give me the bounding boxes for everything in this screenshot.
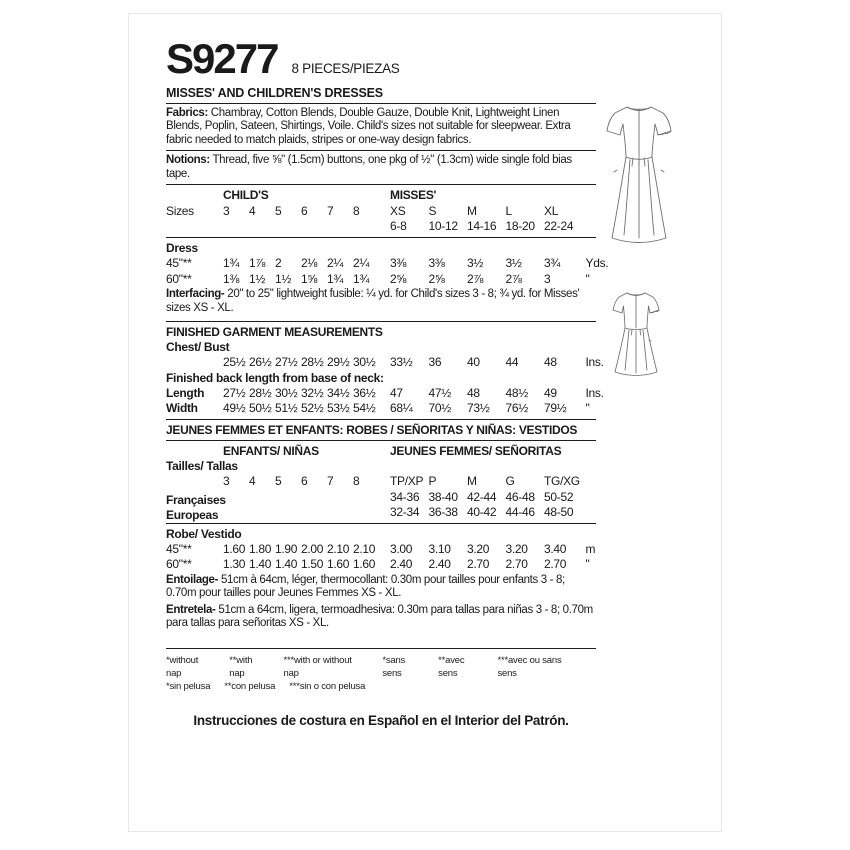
metrage-cell: 2.40	[428, 557, 451, 572]
yardage-row-45	[166, 256, 609, 272]
size-range-cell	[327, 219, 353, 233]
metrage-cell: 1.60	[223, 541, 246, 556]
measurement-cell: 50½	[249, 401, 272, 416]
size-range-cell: 36-38	[428, 505, 458, 520]
dress-section-label: Dress	[166, 240, 198, 255]
yardage-cell: 2⅝	[428, 271, 445, 286]
yardage-table-french	[166, 444, 596, 634]
size-range-cell	[301, 219, 327, 233]
footnote-es-2: **con pelusa	[224, 680, 276, 692]
measurement-cell: 36	[428, 355, 442, 370]
yardage-cell: 2⅝	[390, 271, 407, 286]
divider	[166, 523, 596, 524]
footnote-es-3: ***sin o con pelusa	[289, 680, 366, 692]
entoilage-paragraph	[166, 574, 596, 604]
yardage-cell: 2⅛	[301, 256, 318, 271]
metrage-cell: 2.70	[544, 557, 567, 572]
divider	[166, 648, 596, 649]
size-cell: 5	[275, 474, 282, 489]
size-cell: G	[505, 474, 515, 489]
size-cell: 3	[223, 474, 230, 489]
yardage-cell: 1¾	[353, 271, 370, 286]
tailles-label: Tailles/ Tallas	[166, 459, 238, 474]
size-cell: TG/XG	[544, 474, 580, 489]
footnotes	[166, 654, 596, 693]
size-cell: 8	[353, 203, 360, 218]
metrage-cell: 2.70	[505, 557, 528, 572]
yardage-cell: 3⅜	[390, 256, 407, 271]
metrage-row-45	[166, 542, 596, 558]
footnote-en-2: **with nap	[229, 654, 253, 679]
measurement-cell: 27½	[275, 355, 298, 370]
sizes-row	[166, 204, 596, 220]
footnote-fr-1: *sans sens	[382, 654, 406, 679]
fabric-width-label: 60"**	[166, 271, 192, 286]
francaises-row	[166, 490, 596, 506]
fabric-width-label: 45"**	[166, 541, 192, 556]
size-range-cell	[353, 219, 379, 233]
size-range-cell	[353, 490, 379, 504]
unit-label: Yds.	[585, 256, 609, 271]
width-row	[166, 401, 596, 417]
yardage-cell: 3¾	[544, 256, 561, 271]
size-range-cell	[249, 219, 275, 233]
back-length-label: Finished back length from base of neck:	[166, 370, 384, 385]
fabrics-label: Fabrics:	[166, 106, 208, 119]
yardage-cell: 1⅝	[301, 271, 318, 286]
yardage-cell: 1½	[275, 271, 292, 286]
size-range-cell	[301, 490, 327, 504]
yardage-cell: 3½	[505, 256, 522, 271]
size-group-header	[166, 188, 596, 204]
size-cell: 8	[353, 474, 360, 489]
spanish-instructions-note: Instrucciones de costura en Español en el Interior del Patrón.	[193, 712, 569, 728]
misses-group-label: MISSES'	[390, 188, 437, 203]
childs-group-label: CHILD'S	[223, 188, 269, 203]
pattern-envelope-back	[128, 13, 722, 832]
size-range-cell: 46-48	[505, 489, 535, 504]
measurement-cell: 44	[505, 355, 519, 370]
yardage-cell: 2⅞	[467, 271, 484, 286]
size-cell: TP/XP	[390, 474, 424, 489]
interfacing-text: 20" to 25" lightweight fusible: ¼ yd. for Child's sizes 3 - 8; ¾ yd. for Misses' sizes XS - XL.	[166, 288, 580, 314]
measurement-cell: 32½	[301, 385, 324, 400]
footnote-es-1: *sin pelusa	[166, 680, 211, 692]
size-range-cell	[327, 505, 353, 519]
metrage-cell: 3.10	[428, 541, 451, 556]
divider	[166, 440, 596, 441]
yardage-cell: 3½	[467, 256, 484, 271]
yardage-cell: 2⅞	[505, 271, 522, 286]
size-range-cell	[275, 505, 301, 519]
measurement-cell: 79½	[544, 401, 567, 416]
size-cell: M	[467, 474, 477, 489]
chest-bust-label: Chest/ Bust	[166, 340, 230, 355]
envelope-content	[166, 35, 609, 728]
measurement-cell: 76½	[505, 401, 528, 416]
entretela-label: Entretela-	[166, 603, 216, 616]
yardage-cell: 1⅞	[249, 256, 266, 271]
metrage-cell: 2.40	[390, 557, 413, 572]
metrage-cell: 2.10	[327, 541, 350, 556]
fabric-width-label: 60"**	[166, 557, 192, 572]
measurement-cell: 70½	[428, 401, 451, 416]
garment-illustrations	[597, 100, 717, 380]
unit-label: "	[585, 271, 590, 286]
size-range-cell	[275, 490, 301, 504]
measurement-cell: 29½	[327, 355, 350, 370]
size-ranges-row	[166, 219, 596, 235]
size-range-cell: 42-44	[467, 489, 497, 504]
size-range-cell: 34-36	[390, 489, 420, 504]
size-cell: P	[428, 474, 437, 489]
metrage-cell: 2.10	[353, 541, 376, 556]
robe-section-label: Robe/ Vestido	[166, 526, 242, 541]
size-cell: S	[428, 203, 437, 218]
metrage-cell: 1.60	[353, 557, 376, 572]
interfacing-label: Interfacing-	[166, 288, 225, 301]
size-cell: 6	[301, 474, 308, 489]
entoilage-text: 51cm à 64cm, léger, thermocollant: 0.30m pour tailles pour enfants 3 - 8; 0.70m pour tailles pour Jeunes Femmes XS - XL.	[166, 573, 565, 600]
measurement-cell: 48	[544, 355, 557, 370]
yardage-table-english	[166, 188, 609, 318]
unit-label: Ins.	[585, 385, 604, 400]
notions-paragraph	[166, 154, 596, 185]
metrage-cell: 3.20	[505, 541, 528, 556]
measurement-cell: 68¼	[390, 401, 413, 416]
size-cell: 4	[249, 203, 256, 218]
french-section-heading: JEUNES FEMMES ET ENFANTS: ROBES / SEÑORITAS Y NIÑAS: VESTIDOS	[166, 422, 578, 437]
child-dress-back-illustration	[605, 288, 667, 380]
measurement-cell: 36½	[353, 385, 376, 400]
unit-label: "	[585, 401, 590, 416]
fabrics-text: Chambray, Cotton Blends, Double Gauze, Double Knit, Lightweight Linen Blends, Poplin, Sateen, Shirtings, Voile. Child's sizes not suitable for sleepwear. Extra fabric needed to match plaids, stripes or one-way design fabrics.	[166, 106, 571, 146]
size-range-cell	[275, 219, 301, 233]
size-range-cell	[223, 505, 249, 519]
metrage-cell: 1.40	[249, 557, 272, 572]
entretela-text: 51cm a 64cm, ligera, termoadhesiva: 0.30m para tallas para niñas 3 - 8; 0.70m para tallas para señoritas XS - XL.	[166, 603, 593, 630]
size-cell: 4	[249, 474, 256, 489]
measurement-cell: 47	[390, 385, 403, 400]
pattern-number: S9277	[166, 35, 278, 82]
size-cell: M	[467, 203, 477, 218]
yardage-row-60	[166, 272, 596, 288]
metrage-cell: 3.40	[544, 541, 567, 556]
divider	[166, 237, 596, 238]
metrage-cell: 1.40	[275, 557, 298, 572]
yardage-cell: 2¼	[353, 256, 370, 271]
header	[166, 35, 596, 82]
size-cell: 7	[327, 474, 334, 489]
size-range-cell	[353, 505, 379, 519]
measurement-cell: 53½	[327, 401, 350, 416]
metrage-cell: 1.80	[249, 541, 272, 556]
footnote-line-2	[166, 680, 596, 693]
metrage-cell: 1.50	[301, 557, 324, 572]
yardage-cell: 1⅜	[223, 271, 240, 286]
fabrics-paragraph	[166, 107, 596, 152]
measurement-cell: 34½	[327, 385, 350, 400]
size-range-cell: 22-24	[544, 219, 574, 234]
metrage-cell: 3.00	[390, 541, 413, 556]
size-range-cell: 44-46	[505, 505, 535, 520]
width-label: Width	[166, 401, 198, 416]
measurement-cell: 49	[544, 385, 557, 400]
size-group-header-fr	[166, 444, 596, 460]
size-range-cell	[301, 505, 327, 519]
size-range-cell	[223, 490, 249, 504]
jeunes-femmes-group-label: JEUNES FEMMES/ SEÑORITAS	[390, 443, 562, 458]
size-range-cell: 40-42	[467, 505, 497, 520]
metrage-cell: 1.30	[223, 557, 246, 572]
footnote-en-3: ***with or without nap	[283, 654, 352, 679]
size-range-cell	[249, 490, 275, 504]
metrage-cell: 1.60	[327, 557, 350, 572]
measurement-cell: 52½	[301, 401, 324, 416]
length-label: Length	[166, 385, 205, 400]
yardage-cell: 1¾	[223, 256, 240, 271]
metrage-cell: 3.20	[467, 541, 490, 556]
finished-measurements-section	[166, 325, 604, 417]
yardage-cell: 1½	[249, 271, 266, 286]
size-range-cell	[223, 219, 249, 233]
yardage-cell: 1¾	[327, 271, 344, 286]
size-range-cell: 48-50	[544, 505, 574, 520]
measurement-cell: 28½	[249, 385, 272, 400]
footnote-line-1	[166, 654, 596, 680]
measurement-cell: 48	[467, 385, 480, 400]
size-range-cell: 6-8	[390, 219, 407, 234]
length-row	[166, 385, 604, 402]
unit-label: "	[585, 557, 590, 572]
yardage-cell: 2¼	[327, 256, 344, 271]
yardage-cell: 3	[544, 271, 551, 286]
size-range-cell: 38-40	[428, 489, 458, 504]
size-range-cell: 14-16	[467, 219, 497, 234]
francaises-label: Françaises	[166, 492, 226, 507]
measurement-cell: 54½	[353, 401, 376, 416]
measurement-cell: 73½	[467, 401, 490, 416]
interfacing-paragraph	[166, 288, 596, 318]
enfants-group-label: ENFANTS/ NIÑAS	[223, 443, 319, 458]
europeas-label: Europeas	[166, 508, 219, 523]
measurement-cell: 47½	[428, 385, 451, 400]
measurement-cell: 26½	[249, 355, 272, 370]
size-range-cell: 50-52	[544, 489, 574, 504]
measurement-cell: 48½	[505, 385, 528, 400]
metrage-cell: 1.90	[275, 541, 298, 556]
notions-label: Notions:	[166, 154, 210, 167]
yardage-cell: 3⅜	[428, 256, 445, 271]
size-cell: L	[505, 203, 512, 218]
divider	[166, 321, 596, 322]
chest-bust-row	[166, 355, 604, 371]
footnote-fr-3: ***avec ou sans sens	[497, 654, 562, 679]
footnote-fr-2: **avec sens	[438, 654, 465, 679]
size-cell: XL	[544, 203, 559, 218]
entretela-paragraph	[166, 604, 596, 634]
size-cell: 5	[275, 203, 282, 218]
size-cell: 3	[223, 203, 230, 218]
measurement-cell: 40	[467, 355, 480, 370]
entoilage-label: Entoilage-	[166, 573, 219, 586]
measurement-cell: 49½	[223, 401, 246, 416]
metrage-cell: 2.00	[301, 541, 324, 556]
measurement-cell: 33½	[390, 355, 413, 370]
unit-label: m	[585, 541, 596, 556]
metrage-cell: 2.70	[467, 557, 490, 572]
size-range-cell: 18-20	[505, 219, 535, 234]
measurement-cell: 51½	[275, 401, 298, 416]
pieces-count: 8 PIECES/PIEZAS	[291, 60, 400, 76]
unit-label: Ins.	[585, 355, 604, 370]
divider	[166, 419, 596, 420]
metrage-row-60	[166, 557, 596, 573]
measurement-cell: 27½	[223, 385, 246, 400]
measurement-cell: 28½	[301, 355, 324, 370]
size-range-cell: 32-34	[390, 505, 420, 520]
size-cell: XS	[390, 203, 406, 218]
footnote-en-1: *without nap	[166, 654, 199, 679]
measurement-cell: 30½	[353, 355, 376, 370]
europeas-row	[166, 505, 596, 521]
size-range-cell: 10-12	[428, 219, 458, 234]
sizes-label: Sizes	[166, 203, 194, 218]
pattern-title: MISSES' AND CHILDREN'S DRESSES	[166, 86, 596, 104]
size-range-cell	[327, 490, 353, 504]
size-cell: 7	[327, 203, 334, 218]
measurement-cell: 25½	[223, 355, 246, 370]
finished-heading: FINISHED GARMENT MEASUREMENTS	[166, 325, 383, 340]
sizes-row-fr	[166, 474, 596, 490]
yardage-cell: 2	[275, 256, 282, 271]
measurement-cell: 30½	[275, 385, 298, 400]
fabric-width-label: 45"**	[166, 256, 192, 271]
size-cell: 6	[301, 203, 308, 218]
size-range-cell	[249, 505, 275, 519]
notions-text: Thread, five ⅝" (1.5cm) buttons, one pkg of ½" (1.3cm) wide single fold bias tape.	[166, 154, 572, 180]
misses-dress-back-illustration	[597, 100, 681, 250]
